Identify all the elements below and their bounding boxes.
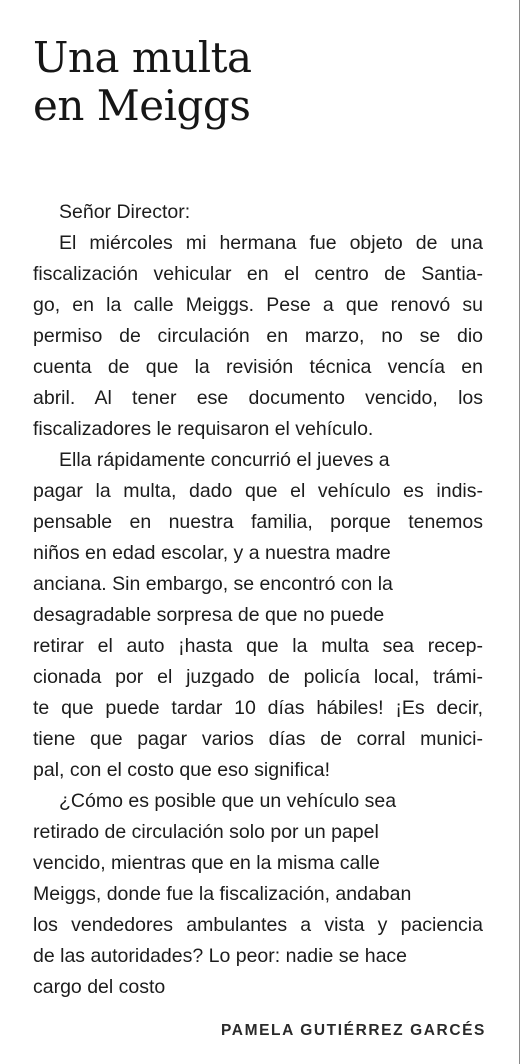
body-line: cionada por el juzgado de policía local, trámi- bbox=[33, 666, 483, 688]
body-line: abril. Al tener ese documento vencido, los bbox=[33, 387, 483, 409]
body-line: cargo del costo bbox=[33, 976, 166, 998]
body-line: pensable en nuestra familia, porque tenemos bbox=[33, 511, 483, 533]
salutation: Señor Director: bbox=[59, 201, 191, 223]
body-line: los vendedores ambulantes a vista y paciencia bbox=[33, 914, 483, 936]
body-line: anciana. Sin embargo, se encontró con la bbox=[33, 573, 393, 595]
body-line: desagradable sorpresa de que no puede bbox=[33, 604, 385, 626]
headline bbox=[33, 34, 252, 130]
body-line: tiene que pagar varios días de corral munici- bbox=[33, 728, 483, 750]
body-line: cuenta de que la revisión técnica vencía en bbox=[33, 356, 483, 378]
body-line: niños en edad escolar, y a nuestra madre bbox=[33, 542, 391, 564]
body-line: ¿Cómo es posible que un vehículo sea bbox=[59, 790, 397, 812]
letter-body bbox=[33, 197, 483, 1003]
body-line: El miércoles mi hermana fue objeto de una bbox=[59, 232, 483, 254]
body-line: vencido, mientras que en la misma calle bbox=[33, 852, 380, 874]
headline-line: en Meiggs bbox=[33, 81, 251, 130]
column-edge-rule bbox=[519, 0, 520, 1064]
body-line: pal, con el costo que eso significa! bbox=[33, 759, 331, 781]
body-line: pagar la multa, dado que el vehículo es indis- bbox=[33, 480, 483, 502]
body-line: fiscalizadores le requisaron el vehículo. bbox=[33, 418, 374, 440]
body-line: permiso de circulación en marzo, no se dio bbox=[33, 325, 483, 347]
body-line: retirado de circulación solo por un papel bbox=[33, 821, 379, 843]
body-line: te que puede tardar 10 días hábiles! ¡Es decir, bbox=[33, 697, 483, 719]
body-line: go, en la calle Meiggs. Pese a que renovó su bbox=[33, 294, 483, 316]
headline-line: Una multa bbox=[33, 33, 252, 82]
author-signature: PAMELA GUTIÉRREZ GARCÉS bbox=[220, 1022, 486, 1039]
body-line: Ella rápidamente concurrió el jueves a bbox=[59, 449, 390, 471]
body-line: fiscalización vehicular en el centro de Santia- bbox=[33, 263, 483, 285]
body-line: de las autoridades? Lo peor: nadie se hace bbox=[33, 945, 408, 967]
body-line: Meiggs, donde fue la fiscalización, andaban bbox=[33, 883, 412, 905]
body-line: retirar el auto ¡hasta que la multa sea recep- bbox=[33, 635, 483, 657]
